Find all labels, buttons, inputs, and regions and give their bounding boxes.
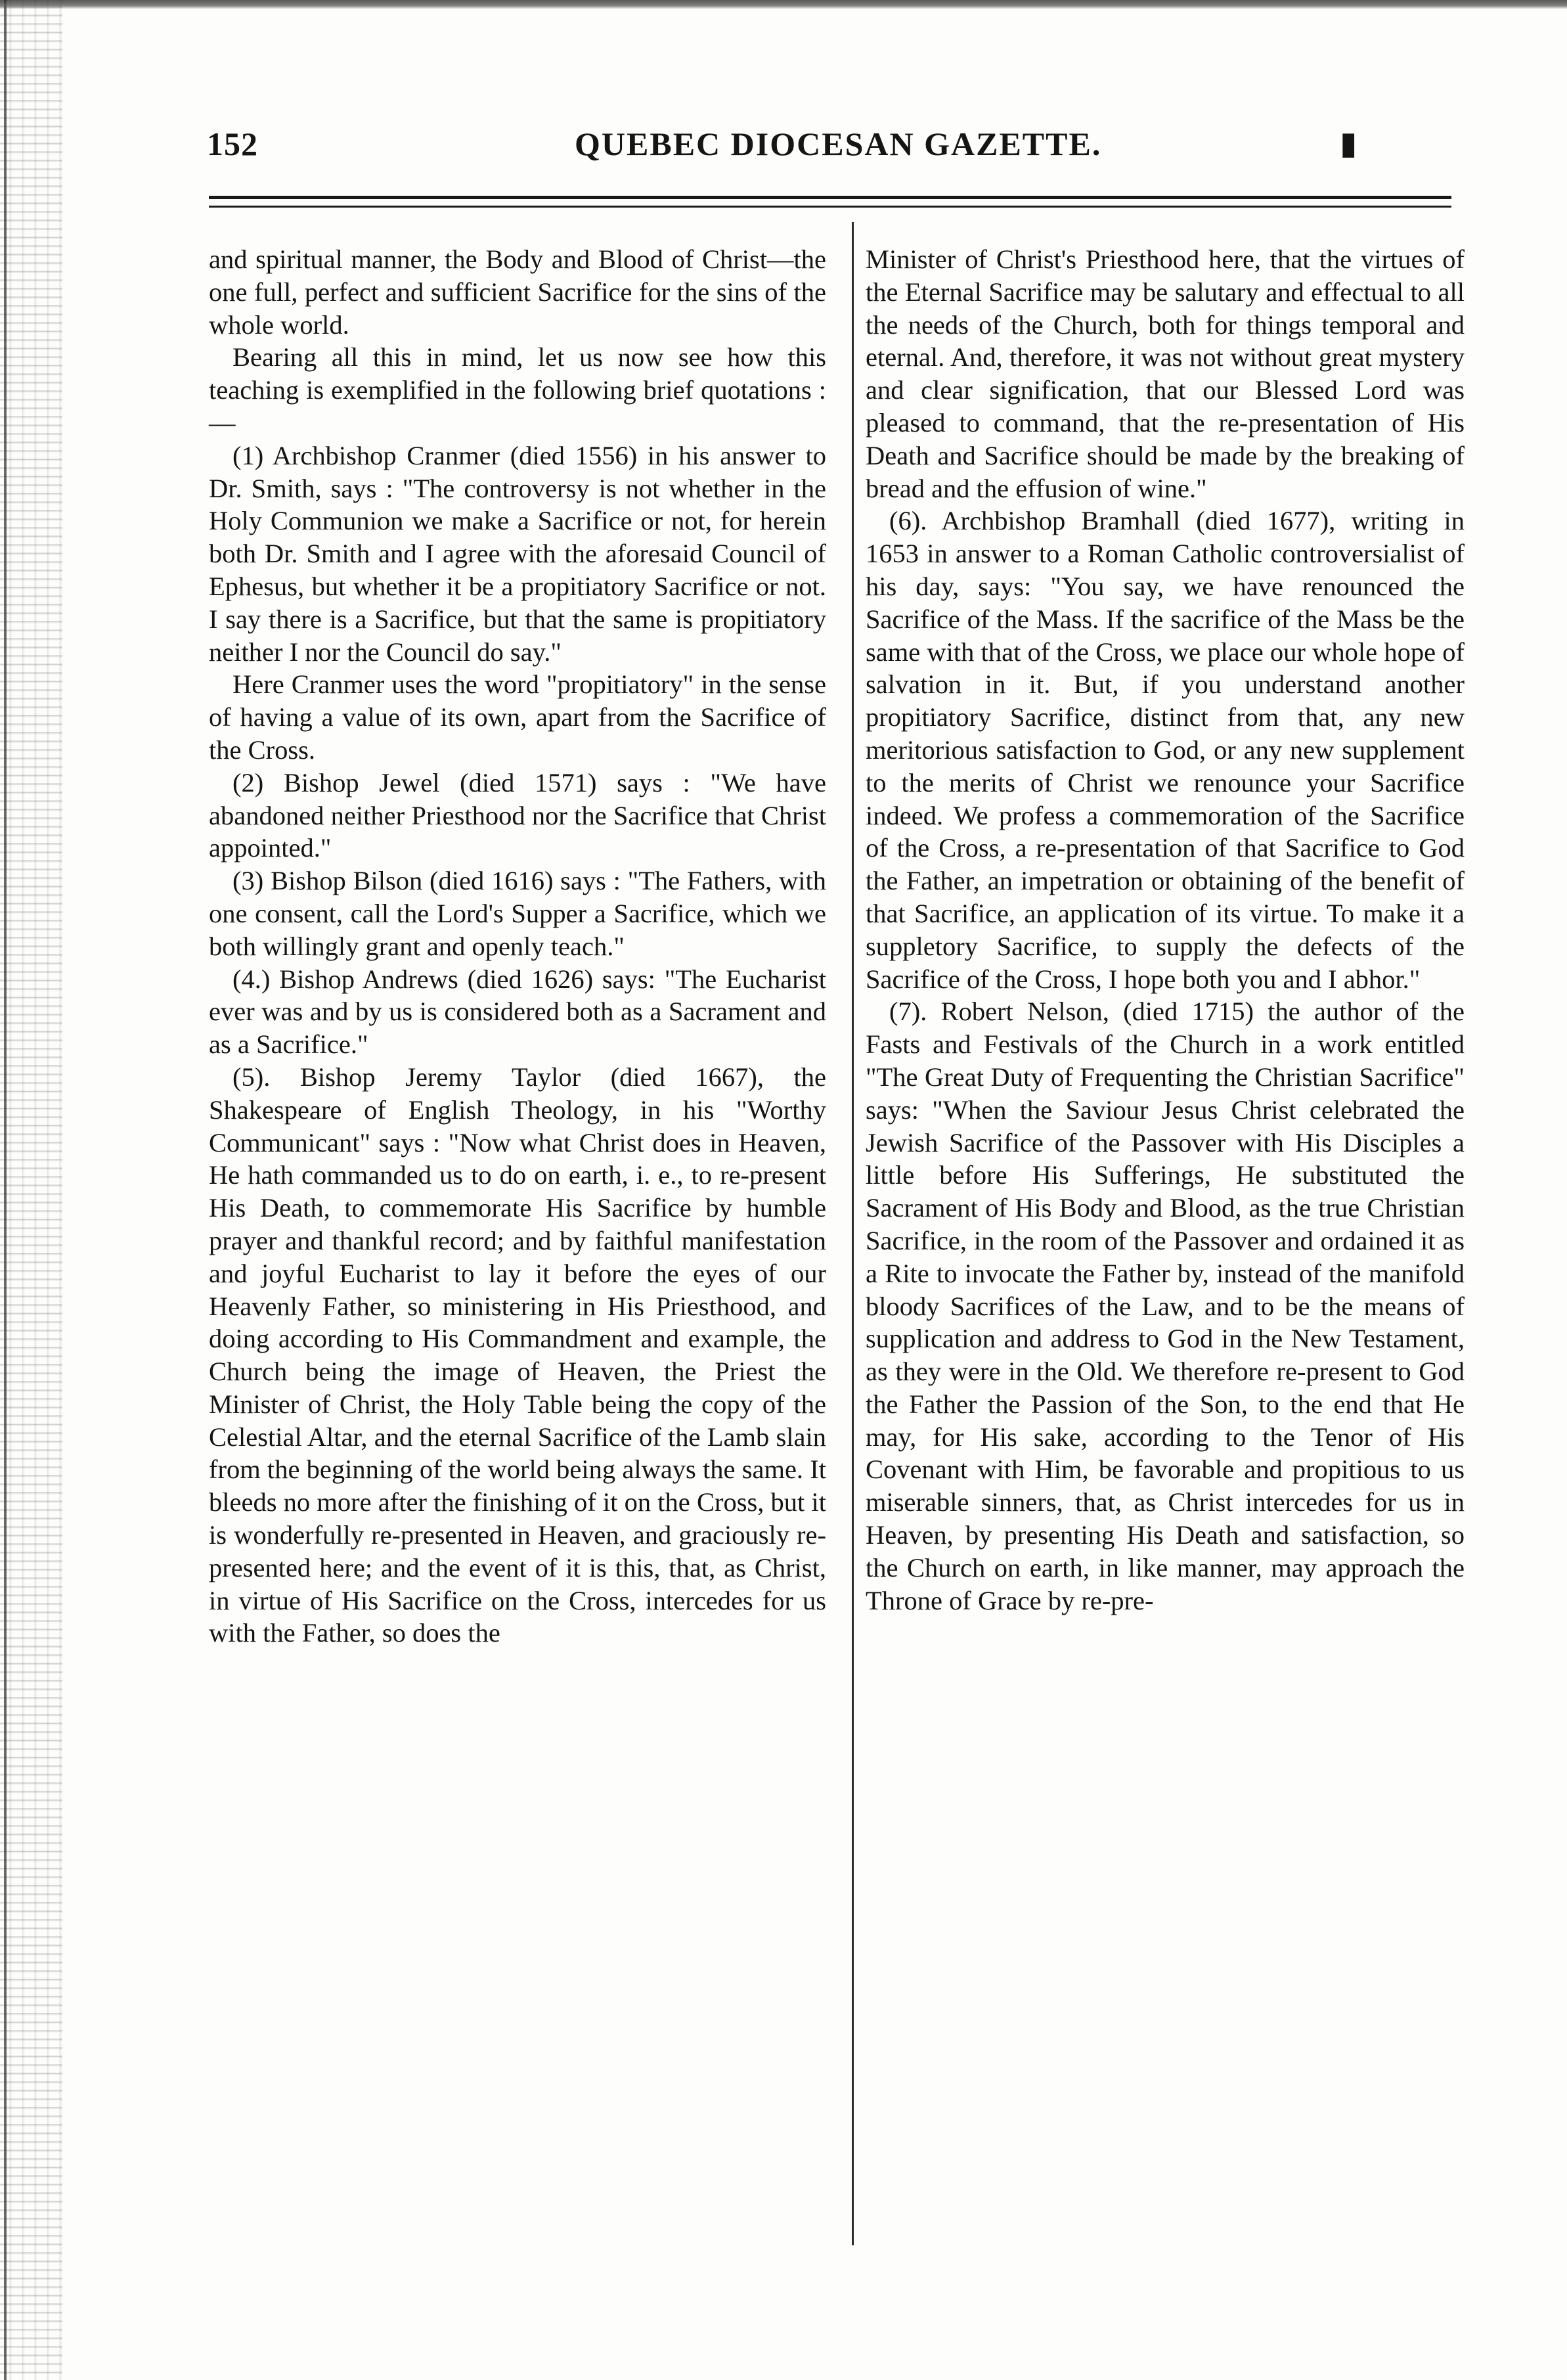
- paragraph: (4.) Bishop Andrews (died 1626) says: "The Eucharist ever was and by us is considered both as a Sacrament and as a Sacrifice.": [209, 964, 826, 1060]
- paragraph: (1) Archbishop Cranmer (died 1556) in his answer to Dr. Smith, says : "The controversy is not whether in the Holy Communion we make a Sacrifice or not, for herein both Dr. Smith and I agree with the aforesaid Council of Ephesus, but whether it be a propitiatory Sacrifice or not. I say there is a Sacrifice, but that the same is propitiatory neither I nor the Council do say.": [209, 440, 826, 667]
- scan-edge-noise: [0, 0, 62, 2380]
- paragraph: (2) Bishop Jewel (died 1571) says : "We have abandoned neither Priesthood nor the Sacrifice that Christ appointed.": [209, 767, 826, 863]
- header-rule-thin: [209, 206, 1451, 208]
- page-header: [207, 125, 1455, 171]
- running-title: QUEBEC DIOCESAN GAZETTE.: [575, 125, 1102, 162]
- paragraph: (5). Bishop Jeremy Taylor (died 1667), the Shakespeare of English Theology, in his "Worthy Communicant" says : "Now what Christ does in Heaven, He hath commanded us to do on earth, i. e., to re-present His Death, to commemorate His Sacrifice by humble prayer and thankful record; and by faithful manifestation and joyful Eucharist to lay it before the eyes of our Heavenly Father, so ministering in His Priesthood, and doing according to His Commandment and example, the Church being the image of Heaven, the Priest the Minister of Christ, the Holy Table being the copy of the Celestial Altar, and the eternal Sacrifice of the Lamb slain from the beginning of the world being always the same. It bleeds no more after the finishing of it on the Cross, but it is wonderfully re-presented in Heaven, and graciously re-presented here; and the event of it is this, that, as Christ, in virtue of His Sacrifice on the Cross, intercedes for us with the Father, so does the: [209, 1062, 826, 1648]
- paragraph: (7). Robert Nelson, (died 1715) the author of the Fasts and Festivals of the Church in a work entitled "The Great Duty of Frequenting the Christian Sacrifice" says: "When the Saviour Jesus Christ celebrated the Jewish Sacrifice of the Passover with His Disciples a little before His Sufferings, He substituted the Sacrament of His Body and Blood, as the true Christian Sacrifice, in the room of the Passover and ordained it as a Rite to invocate the Father by, instead of the manifold bloody Sacrifices of the Law, and to be the means of supplication and address to God in the New Testament, as they were in the Old. We therefore re-present to God the Father the Passion of the Son, to the end that He may, for His sake, according to the Tenor of His Covenant with Him, be favorable and propitious to us miserable sinners, that, as Christ intercedes for us in Heaven, by presenting His Death and satisfaction, so the Church on earth, in like manner, may approach the Throne of Grace by re-pre-: [866, 997, 1465, 1615]
- paragraph: Here Cranmer uses the word "propitiatory" in the sense of having a value of its own, apart from the Sacrifice of the Cross.: [209, 669, 826, 765]
- paragraph: and spiritual manner, the Body and Blood of Christ—the one full, perfect and sufficient Sacrifice for the sins of the whole world.: [209, 244, 826, 340]
- header-ink-mark: ▮: [1340, 126, 1357, 161]
- paragraph: Bearing all this in mind, let us now see how this teaching is exemplified in the following brief quotations :—: [209, 342, 826, 438]
- paragraph: (3) Bishop Bilson (died 1616) says : "The Fathers, with one consent, call the Lord's Supper a Sacrifice, which we both willingly grant and openly teach.": [209, 866, 826, 961]
- scan-edge-line: [4, 0, 7, 2380]
- column-divider: [852, 222, 854, 2245]
- paragraph: Minister of Christ's Priesthood here, that the virtues of the Eternal Sacrifice may be salutary and effectual to all the needs of the Church, both for things temporal and eternal. And, therefore, it was not without great mystery and clear signification, that our Blessed Lord was pleased to command, that the re-presentation of His Death and Sacrifice should be made by the breaking of bread and the effusion of wine.": [866, 244, 1465, 503]
- left-column: [209, 243, 826, 1650]
- paragraph: (6). Archbishop Bramhall (died 1677), writing in 1653 in answer to a Roman Catholic controversialist of his day, says: "You say, we have renounced the Sacrifice of the Mass. If the sacrifice of the Mass be the same with that of the Cross, we place our whole hope of salvation in it. But, if you understand another propitiatory Sacrifice, distinct from that, any new meritorious satisfaction to God, or any new supplement to the merits of Christ we renounce your Sacrifice indeed. We profess a commemoration of the Sacrifice of the Cross, a re-presentation of that Sacrifice to God the Father, an impetration or obtaining of the benefit of that Sacrifice, an application of its virtue. To make it a suppletory Sacrifice, to supply the defects of the Sacrifice of the Cross, I hope both you and I abhor.": [866, 506, 1465, 994]
- right-column: [866, 243, 1465, 1617]
- header-rule-thick: [209, 196, 1451, 199]
- page-number: 152: [207, 125, 258, 162]
- scan-top-edge: [0, 0, 1567, 9]
